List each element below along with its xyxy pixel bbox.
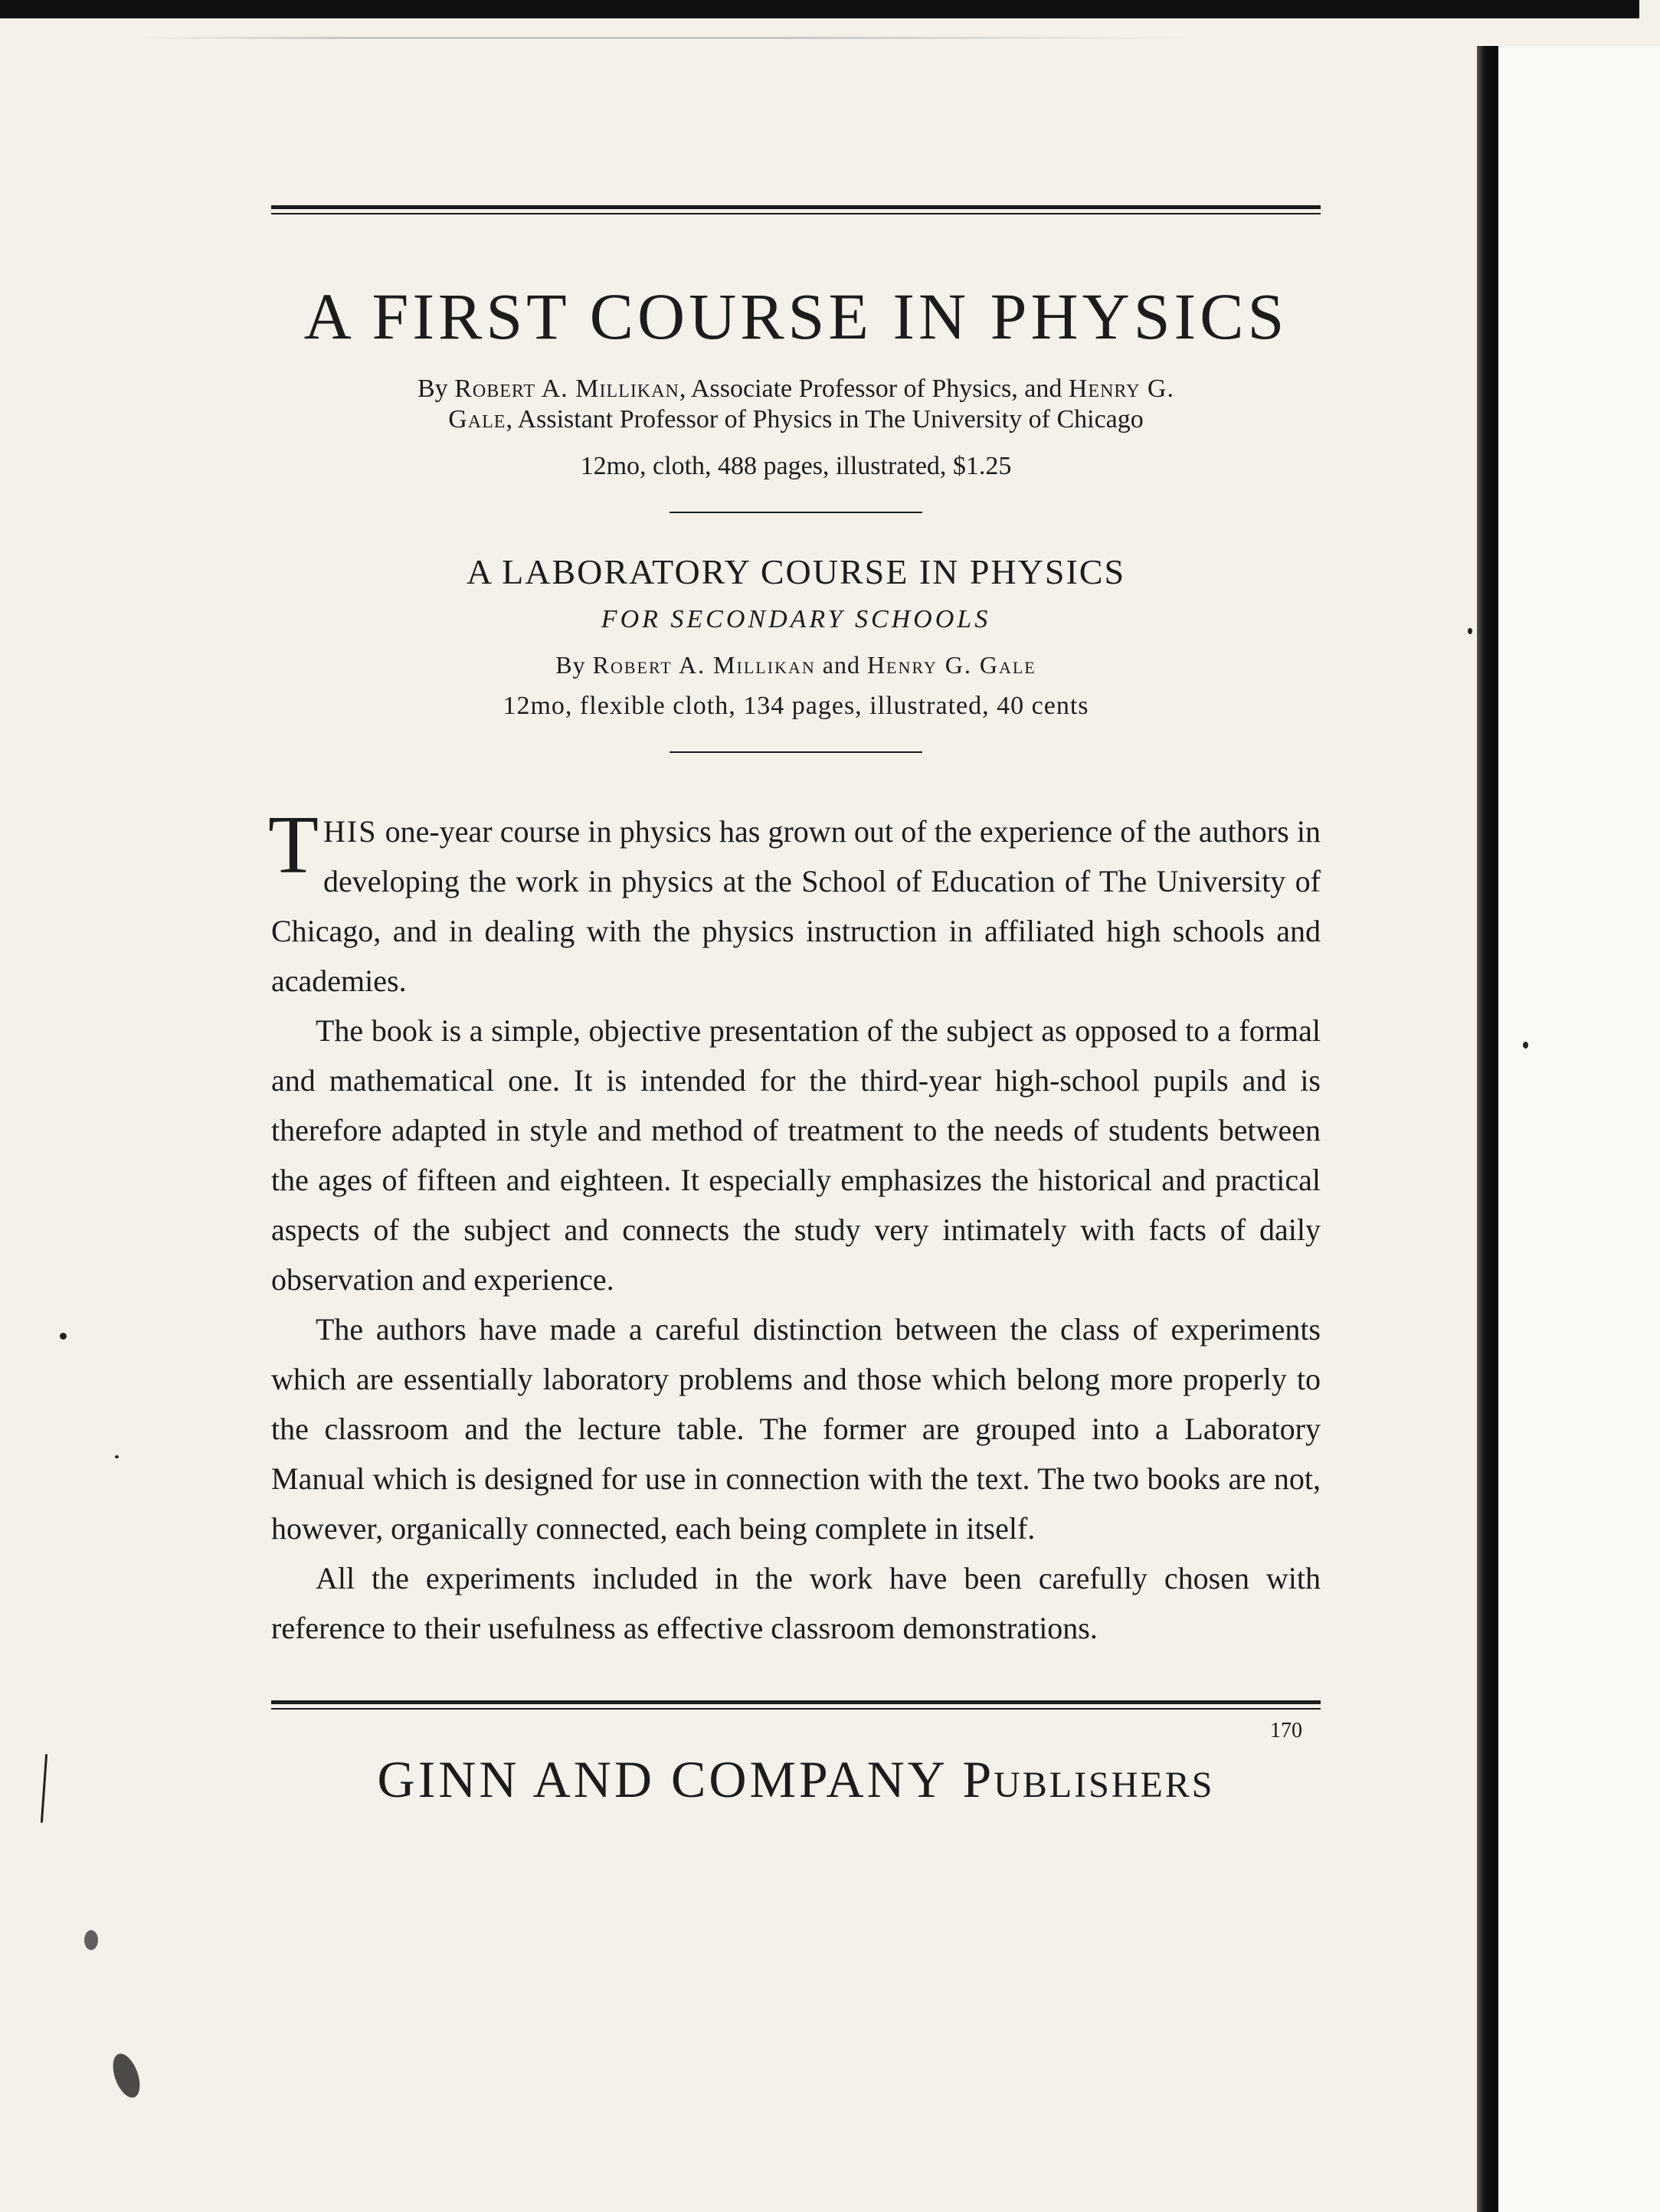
scan-speck [84, 1930, 98, 1950]
scan-right-edge [1477, 46, 1498, 2212]
section-divider [670, 512, 922, 513]
drop-cap: T [268, 800, 319, 891]
lab-course-title: A LABORATORY COURSE IN PHYSICS [466, 552, 1126, 591]
scan-speck [1523, 1042, 1528, 1049]
publisher-name: GINN AND COMPANY [377, 1750, 947, 1808]
lab-author-gale: Henry G. Gale [866, 651, 1036, 679]
paragraph-3: The authors have made a careful distinction between the class of experiments which are essentially laboratory problems and those which belong more properly to the classroom and the lecture table. The former are grouped into a Laboratory Manual which is designed for use in connection with the text. The two books are not, however, organically connected, each being complete in itself. [271, 1312, 1321, 1546]
description-text [268, 800, 1321, 1653]
book-title: A FIRST COURSE IN PHYSICS [303, 280, 1288, 353]
paragraph-1 [268, 800, 1321, 1006]
scan-speck [108, 2050, 146, 2102]
page-number: 170 [1270, 1719, 1302, 1742]
advertisement-page [268, 205, 1321, 1810]
lab-spec: 12mo, flexible cloth, 134 pages, illustrated, 40 cents [503, 692, 1089, 720]
scan-top-edge [0, 0, 1639, 18]
author-gale-surname: Gale [448, 405, 506, 434]
book-byline [271, 374, 1321, 435]
scan-artifact-line [138, 37, 1195, 39]
lab-byline-prefix: By [555, 651, 586, 679]
scan-speck [115, 1455, 119, 1458]
publisher-imprint [271, 1749, 1321, 1810]
lab-course-subtitle: FOR SECONDARY SCHOOLS [601, 605, 991, 633]
lab-byline [271, 651, 1321, 679]
lab-byline-and: and [822, 651, 860, 679]
author-gale-role: , Assistant Professor of Physics in The University of Chicago [506, 405, 1144, 434]
scan-margin [1498, 46, 1660, 2212]
publisher-label: Publishers [962, 1750, 1215, 1808]
byline-prefix: By [417, 375, 448, 403]
book-spec: 12mo, cloth, 488 pages, illustrated, $1.25 [580, 452, 1012, 480]
scan-speck [60, 1333, 67, 1340]
paragraph-1-text: one-year course in physics has grown out of the experience of the authors in developing the work in physics at the School of Education of The University of Chicago, and in dealing with the physics instruction in affiliated high schools and academies. [271, 814, 1321, 998]
paragraph-2: The book is a simple, objective presentation of the subject as opposed to a formal and mathematical one. It is intended for the third-year high-school pupils and is therefore adapted in style and method of treatment to the needs of students between the ages of fifteen and eighteen. It especially emphasizes the historical and practical aspects of the subject and connects the study very intimately with facts of daily observation and experience. [271, 1013, 1321, 1297]
scan-speck [41, 1754, 47, 1823]
scan-speck [1468, 628, 1472, 634]
author-gale: Henry G. [1068, 375, 1174, 403]
paragraph-4: All the experiments included in the work have been carefully chosen with reference to their usefulness as effective classroom demonstrations. [271, 1561, 1321, 1645]
section-divider [670, 751, 922, 753]
top-double-rule [271, 205, 1321, 214]
lab-author-millikan: Robert A. Millikan [592, 651, 816, 679]
bottom-double-rule [271, 1700, 1321, 1710]
author-millikan-role: , Associate Professor of Physics, and [679, 375, 1062, 403]
author-millikan: Robert A. Millikan [454, 375, 679, 403]
first-word: HIS [323, 814, 378, 849]
